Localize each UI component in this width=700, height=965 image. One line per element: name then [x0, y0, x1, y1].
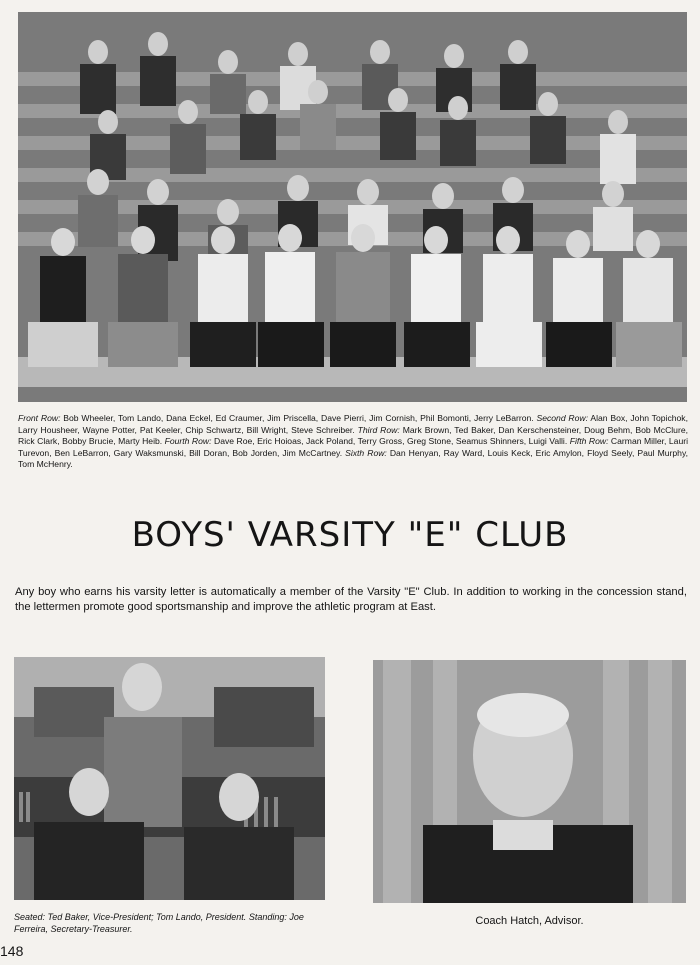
group-photo	[18, 12, 687, 402]
row-label: Front Row:	[18, 413, 61, 423]
officers-photo	[14, 657, 325, 900]
coach-photo	[373, 660, 686, 903]
row-label: Second Row:	[536, 413, 589, 423]
row-label: Fifth Row:	[569, 436, 609, 447]
row-label: Fourth Row:	[164, 436, 212, 447]
page-title: BOYS' VARSITY "E" CLUB	[131, 515, 569, 555]
row-names: Alan Box, John Topichok, Larry Housheer, Wayne Potter, Pat Keeler, Chip Schwartz, Bill Wright, Steve Schreiber.	[18, 413, 688, 435]
intro-paragraph: Any boy who earns his varsity letter is automatically a member of the Varsity "E" Club. In addition to working in the concession stand, the lettermen promote good sportsmanship and improve the athletic program at East.	[15, 586, 687, 613]
row-names: Dave Roe, Eric Hoioas, Jack Poland, Terry Gross, Greg Stone, Seamus Shinners, Luigi Valli.	[211, 436, 570, 447]
group-roster-caption	[18, 413, 688, 471]
officers-caption: Seated: Ted Baker, Vice-President; Tom Lando, President. Standing: Joe Ferreira, Secretary-Treasurer.	[14, 912, 304, 934]
coach-caption: Coach Hatch, Advisor.	[475, 915, 584, 927]
row-label: Sixth Row:	[345, 447, 387, 458]
row-label: Third Row:	[357, 424, 400, 435]
row-names: Mark Brown, Ted Baker, Dan Kerschensteiner, Doug Behm, Bob McClure, Rick Clark, Bobby Brucie, Marty Heib.	[18, 424, 688, 447]
row-names: Bob Wheeler, Tom Lando, Dana Eckel, Ed Craumer, Jim Priscella, Dave Pierri, Jim Cornish, Phil Bomonti, Jerry LeBarron.	[60, 413, 537, 423]
row-names: Dan Henyan, Ray Ward, Louis Keck, Eric Amylon, Floyd Seely, Paul Murphy, Tom McHenry.	[18, 447, 688, 470]
page-number: 148	[0, 943, 24, 959]
row-names: Carman Miller, Lauri Turevon, Ben LeBarron, Gary Waksmunski, Bill Doran, Bob Jorden, Jim McCartney.	[18, 436, 688, 458]
